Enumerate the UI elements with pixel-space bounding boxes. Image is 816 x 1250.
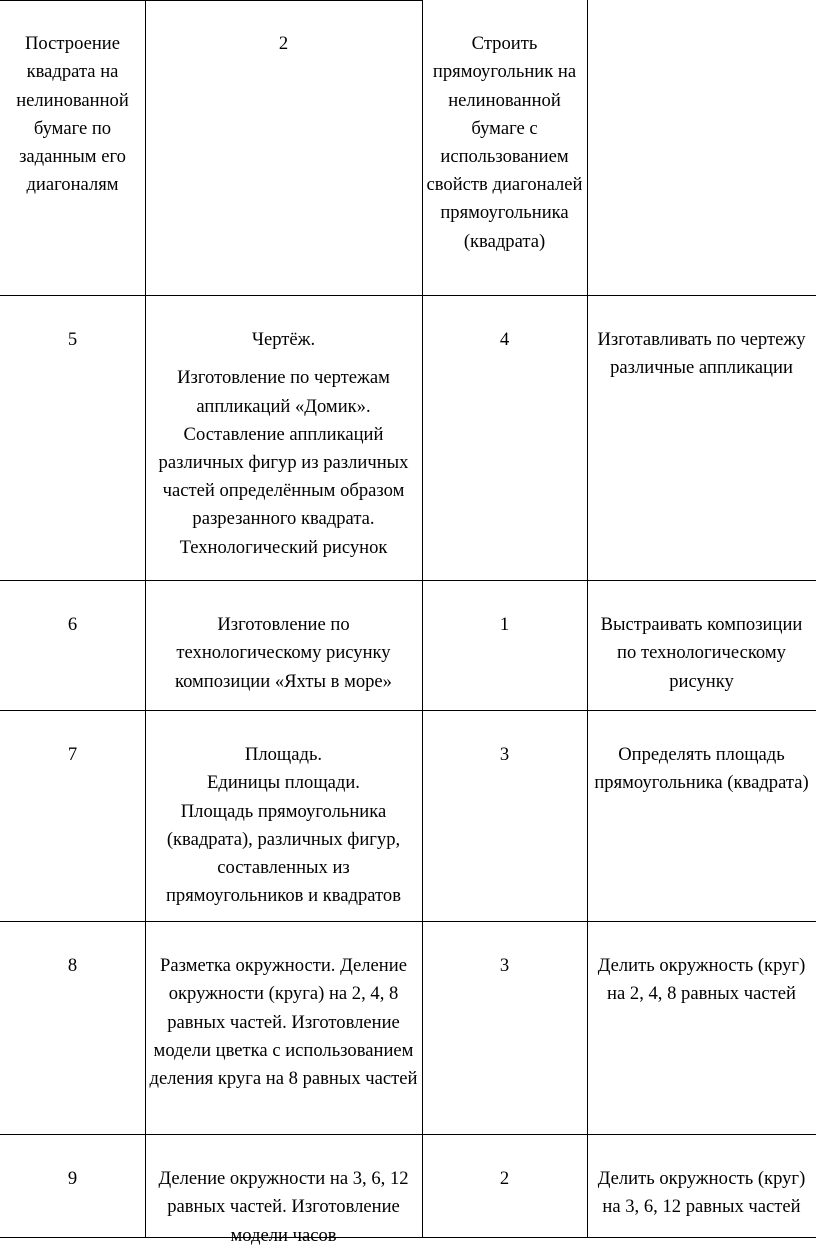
topic-text: Площадь. Единицы площади. Площадь прямоугольника (квадрата), различных фигур, составленных из прямоугольников и квадратов <box>165 744 402 907</box>
skill-text: Выстраивать композиции по технологическому рисунку <box>600 614 803 692</box>
table-cell-topic <box>145 1135 422 1246</box>
skill-text: Строить прямоугольник на нелинованной бумаге с использованием свойств диагоналей прямоугольника (квадрата) <box>426 33 583 252</box>
table-cell-skill <box>422 0 587 295</box>
table-cell-skill <box>587 581 816 710</box>
table-cell-topic <box>145 581 422 710</box>
topic-text: Изготовление по технологическому рисунку композиции «Яхты в море» <box>175 614 392 692</box>
hours-text: 3 <box>499 955 510 977</box>
table-cell-skill <box>587 922 816 1134</box>
hours-text: 3 <box>499 744 510 766</box>
skill-text: Делить окружность (круг) на 2, 4, 8 равных частей <box>597 955 806 1005</box>
row-number: 9 <box>67 1168 78 1190</box>
row-number: 7 <box>67 744 78 766</box>
table-cell-hours <box>422 922 587 1134</box>
topic-text: Разметка окружности. Деление окружности (круга) на 2, 4, 8 равных частей. Изготовление модели цветка с использованием деления круга на 8 равных частей <box>149 955 418 1090</box>
table-cell-number <box>0 922 145 1134</box>
table-cell-hours <box>422 581 587 710</box>
table-cell-skill <box>587 296 816 580</box>
table-cell-skill <box>587 711 816 921</box>
table-cell-number <box>0 1135 145 1237</box>
hours-text: 2 <box>278 33 289 55</box>
table-cell-number <box>0 581 145 710</box>
topic-text: Деление окружности на 3, 6, 12 равных частей. Изготовление модели часов <box>158 1168 409 1246</box>
skill-text: Определять площадь прямоугольника (квадрата) <box>594 744 809 794</box>
topic-text: Изготовление по чертежам аппликаций «Домик». Составление аппликаций различных фигур из различных частей определённым образом разрезанного квадрата. Технологический рисунок <box>158 367 409 558</box>
hours-text: 4 <box>499 329 510 351</box>
hours-text: 2 <box>499 1168 510 1190</box>
table-cell-topic <box>145 711 422 921</box>
table-cell-hours <box>145 0 422 295</box>
skill-text: Делить окружность (круг) на 3, 6, 12 равных частей <box>597 1168 806 1218</box>
table-cell-number <box>0 711 145 921</box>
topic-title: Чертёж. <box>251 329 316 351</box>
table-cell-hours <box>422 296 587 580</box>
table-cell-hours <box>422 711 587 921</box>
table-cell-hours <box>422 1135 587 1237</box>
table-cell-topic <box>145 296 422 580</box>
table-cell-number <box>0 296 145 580</box>
row-number: 5 <box>67 329 78 351</box>
skill-text: Изготавливать по чертежу различные аппликации <box>597 329 806 379</box>
row-number: 8 <box>67 955 78 977</box>
table-cell-skill <box>587 1135 816 1237</box>
hours-text: 1 <box>499 614 510 636</box>
table-cell-topic <box>145 922 422 1134</box>
topic-text: Построение квадрата на нелинованной бумаге по заданным его диагоналям <box>16 33 129 196</box>
table-cell-topic <box>0 0 145 295</box>
row-number: 6 <box>67 614 78 636</box>
